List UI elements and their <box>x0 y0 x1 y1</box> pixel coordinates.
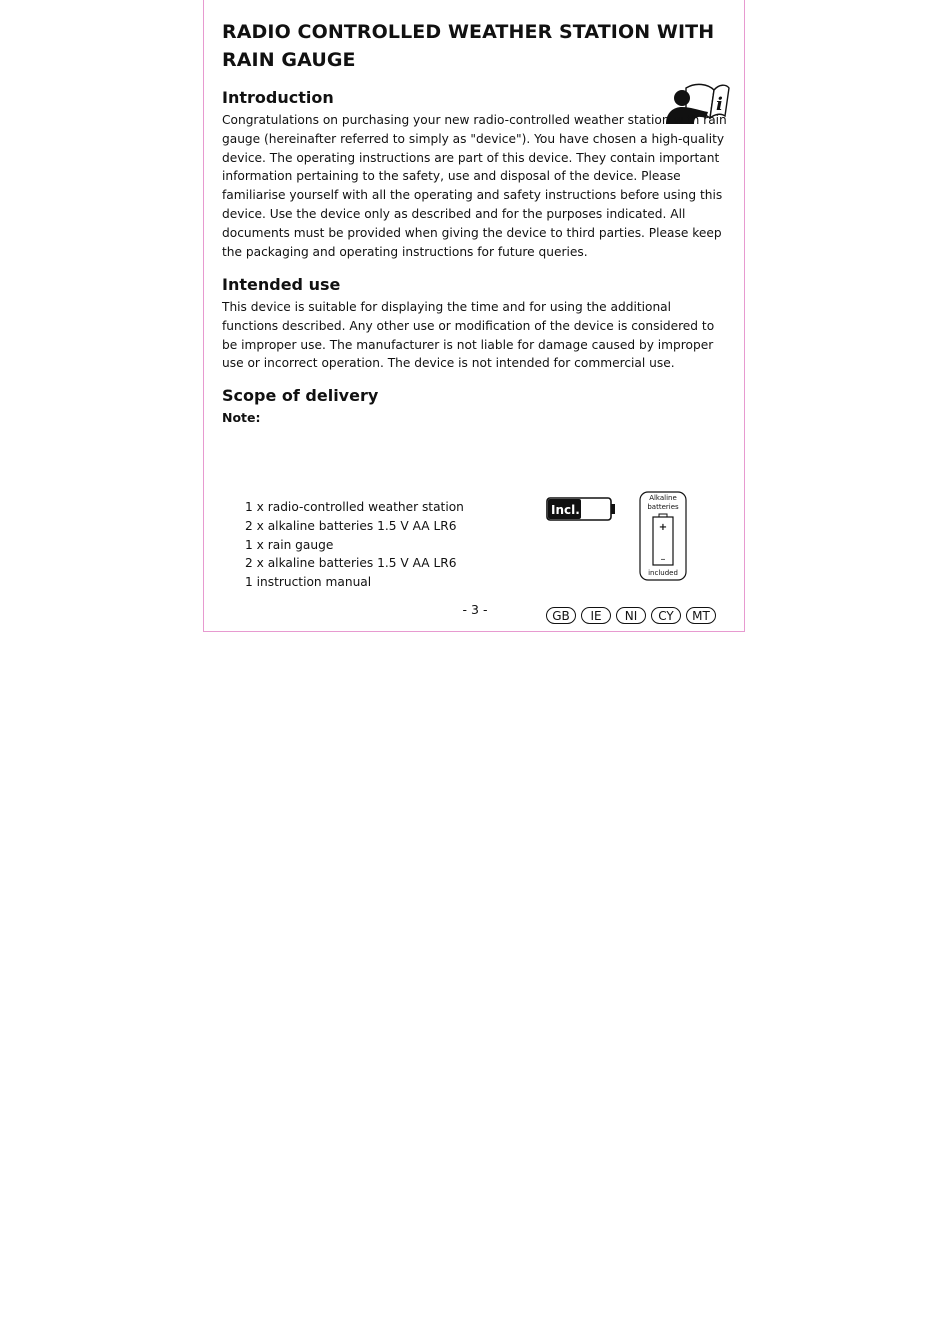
page-number: - 3 - <box>462 602 488 617</box>
country-badge: GB <box>546 607 576 624</box>
country-badge: MT <box>686 607 716 624</box>
document-title: RADIO CONTROLLED WEATHER STATION WITH RAIN GAUGE <box>222 21 715 71</box>
svg-text:i: i <box>716 94 723 115</box>
country-badge: CY <box>651 607 681 624</box>
list-item: 2 x alkaline batteries 1.5 V AA LR6 <box>245 556 457 571</box>
alkaline-battery-icon <box>639 491 687 581</box>
list-item: 2 x alkaline batteries 1.5 V AA LR6 <box>245 518 457 533</box>
delivery-list <box>245 498 464 592</box>
intended-use-heading: Intended use <box>222 275 341 294</box>
country-badge: IE <box>581 607 611 624</box>
list-item: 1 x rain gauge <box>245 537 334 552</box>
battery-plus: + <box>658 522 668 533</box>
country-codes <box>546 607 716 624</box>
list-item: 1 instruction manual <box>245 575 372 590</box>
introduction-text: Congratulations on purchasing your new radio-controlled weather station with rain gauge (hereinafter referred to simply as "device"). You have chosen a high-quality device. The operating instructions are part of this device. They contain important information pertaining to the safety, use and disposal of the device. Please familiarise yourself with all the operating and safety instructions before using this device. Use the device only as described and for the purposes indicated. All documents must be provided when giving the device to third parties. Please keep the packaging and operating instructions for future queries. <box>222 113 727 259</box>
scope-of-delivery-heading: Scope of delivery <box>222 386 379 405</box>
battery-top-line-1: Alkaline <box>649 494 677 502</box>
intended-use-text: This device is suitable for displaying the time and for using the additional functions described. Any other use or modification of the device is considered to be improper use. The manufacturer is not liable for damage caused by improper use or incorrect operation. The device is not intended for commercial use. <box>222 300 715 371</box>
incl-label: Incl. <box>551 503 580 517</box>
introduction-heading: Introduction <box>222 88 334 107</box>
note-label: Note: <box>222 410 261 425</box>
list-item: 1 x radio-controlled weather station <box>245 500 464 514</box>
battery-bottom-label: included <box>648 569 678 577</box>
country-badge: NI <box>616 607 646 624</box>
battery-top-line-2: batteries <box>647 503 679 511</box>
battery-minus: – <box>660 554 666 565</box>
batteries-included-icon <box>545 496 617 522</box>
